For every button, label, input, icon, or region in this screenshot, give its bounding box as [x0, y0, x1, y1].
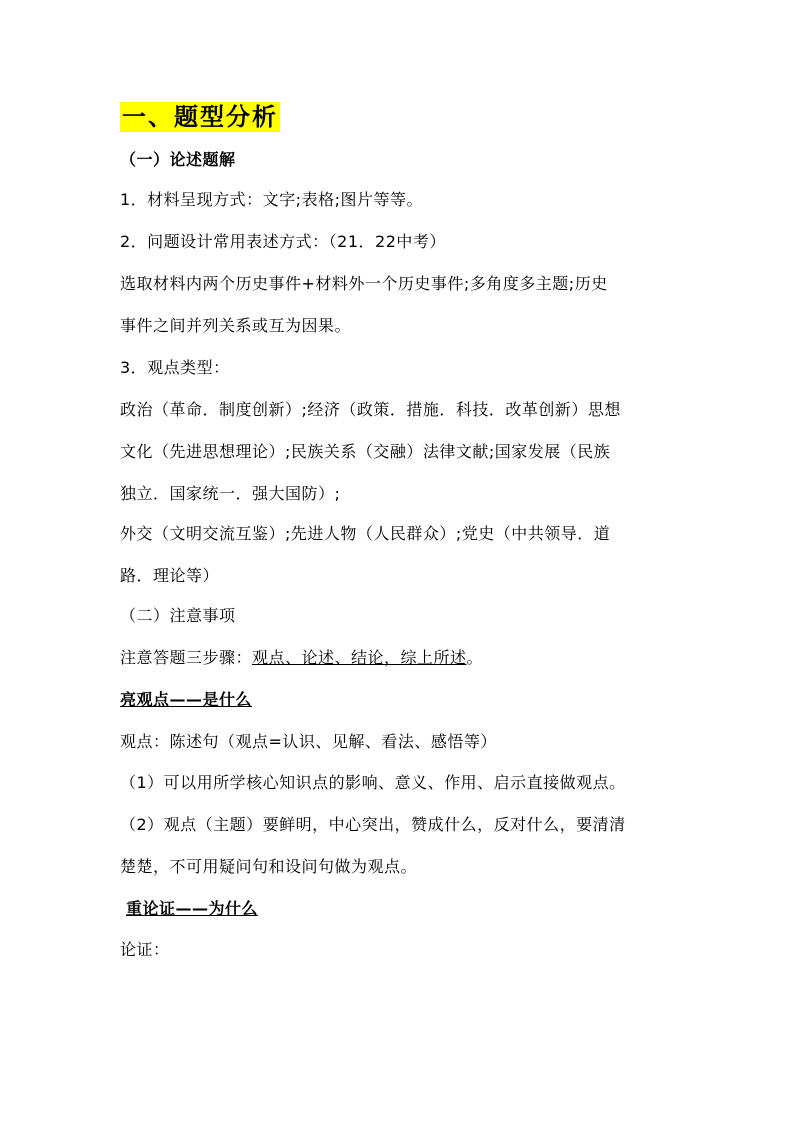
- paragraph-3-line-1: 外交（文明交流互鉴）;先进人物（人民群众）;党史（中共领导．道: [120, 524, 611, 543]
- subheading-argument: 重论证——为什么: [126, 899, 259, 918]
- section-heading: 一、题型分析: [122, 103, 278, 131]
- answer-steps: [120, 648, 483, 668]
- paragraph-1-line-1: 选取材料内两个历史事件+材料外一个历史事件;多角度多主题;历史: [120, 274, 608, 293]
- paragraph-2-line-1: 政治（革命．制度创新）;经济（政策．措施．科技．改革创新）思想: [120, 400, 621, 419]
- subheading-viewpoint: 亮观点——是什么: [120, 690, 253, 709]
- paragraph-2-line-3: 独立．国家统一．强大国防）;: [120, 484, 341, 503]
- paragraph-5: （1）可以用所学核心知识点的影响、意义、作用、启示直接做观点。: [120, 773, 626, 792]
- list-item-2: 2．问题设计常用表述方式：（21．22中考）: [120, 232, 446, 251]
- list-item-3: 3．观点类型：: [120, 358, 230, 377]
- subsection-title-1: （一）论述题解: [120, 150, 236, 169]
- answer-steps-suffix: 。: [466, 648, 484, 667]
- answer-steps-underlined: 观点、论述、结论，综上所述: [252, 648, 467, 667]
- paragraph-1-line-2: 事件之间并列关系或互为因果。: [120, 316, 352, 335]
- paragraph-4: 观点：陈述句（观点=认识、见解、看法、感悟等）: [120, 732, 497, 751]
- list-item-1: 1．材料呈现方式：文字;表格;图片等等。: [120, 190, 423, 209]
- paragraph-7: 论证：: [120, 940, 170, 959]
- answer-steps-prefix: 注意答题三步骤：: [120, 648, 253, 667]
- paragraph-2-line-2: 文化（先进思想理论）;民族关系（交融）法律文献;国家发展（民族: [120, 442, 611, 461]
- subsection-title-2: （二）注意事项: [120, 606, 236, 625]
- paragraph-6-line-1: （2）观点（主题）要鲜明，中心突出，赞成什么，反对什么，要清清: [120, 815, 626, 834]
- paragraph-6-line-2: 楚楚，不可用疑问句和设问句做为观点。: [120, 857, 418, 876]
- paragraph-3-line-2: 路．理论等）: [120, 566, 220, 585]
